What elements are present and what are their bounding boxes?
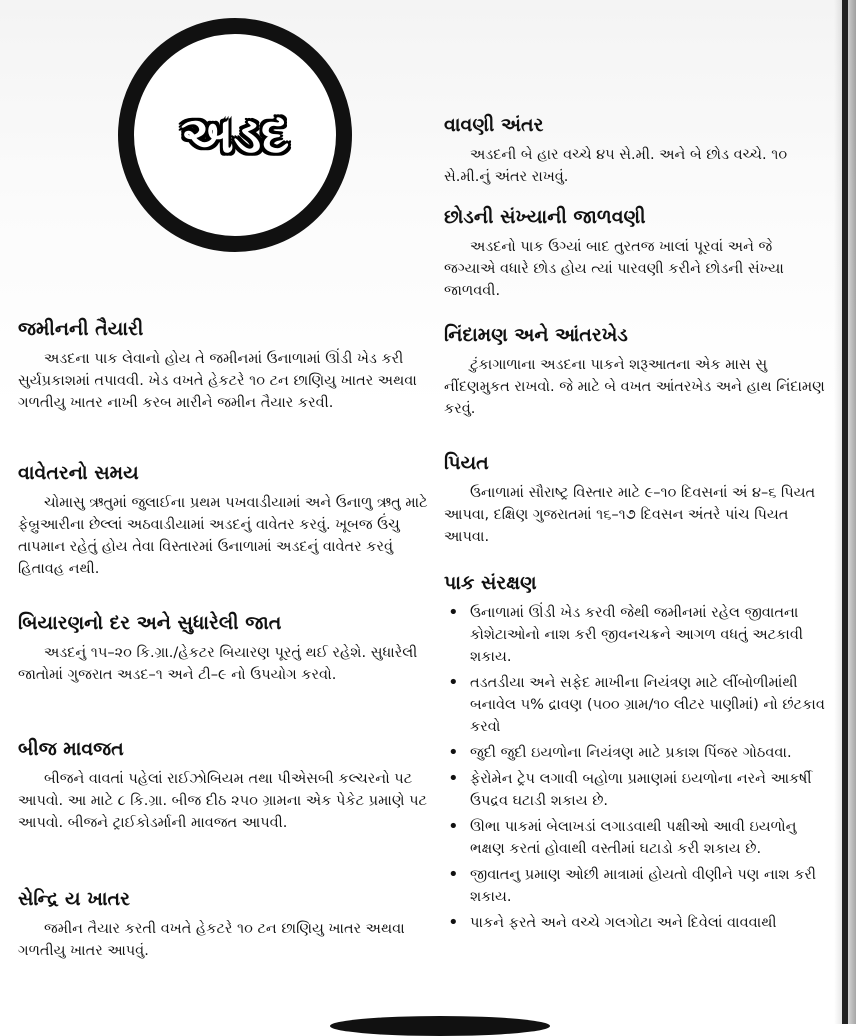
section-text: બીજને વાવતાં પહેલાં રાઈઝોબિયમ તથા પીએસબી કલ્ચરનો પટ આપવો. આ માટે ૮ કિ.ગ્રા. બીજ દીઠ ૨૫૦ ગ્રામના એક પેકેટ પ્રમાણે પટ આપવો. બીજને ટ્રાઈકોડર્માની માવજત આપવી.	[18, 771, 427, 831]
section-heading: વાવણી અંતર	[444, 114, 544, 136]
section-text: જમીન તૈયાર કરતી વખતે હેકટરે ૧૦ ટન છાણિયુ ખાતર અથવા ગળતીયુ ખાતર આપવું.	[18, 921, 405, 959]
section-heading: વાવેતરનો સમય	[18, 462, 139, 484]
list-item: • ઊભા પાકમાં બેલાખડાં લગાડવાથી પક્ષીઓ આવી ઇયળોનુ ભક્ષણ કરતાં હોવાથી વસ્તીમાં ઘટાડો કરી શકાય છે.	[444, 816, 826, 860]
section-spacing	[444, 114, 826, 188]
section-text: અડદના પાક લેવાનો હોય તે જમીનમાં ઉનાળામાં ઊંડી ખેડ કરી સુર્યપ્રકાશમાં તપાવવી. ખેડ વખતે હેકટરે ૧૦ ટન છાણિયુ ખાતર અથવા ગળતીયુ ખાતર નાખી કરબ મારીને જમીન તૈયાર કરવી.	[18, 351, 417, 411]
section-text: ચોમાસુ ઋતુમાં જુલાઈના પ્રથમ પખવાડીયામાં અને ઉનાળુ ઋતુ માટે ફેબ્રુઆરીના છેલ્લાં અઠવાડીયામાં અડદનું વાવેતર કરવું. ખૂબજ ઉંચુ તાપમાન રહેતું હોય તેવા વિસ્તારમાં ઉનાળામાં અડદનું વાવેતર કરવું હિતાવહ નથી.	[18, 495, 428, 577]
section-text: અડદની બે હાર વચ્ચે ૪૫ સે.મી. અને બે છોડ વચ્ચે. ૧૦ સે.મી.નું અંતર રાખવું.	[444, 147, 788, 185]
list-item: • ઉનાળામાં ઊંડી ખેડ કરવી જેથી જમીનમાં રહેલ જીવાતના કોશેટાઓનો નાશ કરી જીવનચક્રને આગળ વધતું અટકાવી શકાય.	[444, 602, 826, 668]
book-spine-edge	[842, 0, 848, 1024]
section-heading: બિયારણનો દર અને સુધારેલી જાત	[18, 612, 282, 634]
list-item: • પાકને ફરતે અને વચ્ચે ગલગોટા અને દિવેલાં વાવવાથી	[444, 912, 826, 934]
section-protection	[444, 572, 826, 938]
section-seed-rate	[18, 612, 428, 686]
page-title: અડદ	[180, 105, 290, 164]
page-bottom-shadow	[330, 1016, 550, 1036]
section-text: ઉનાળામાં સૌરાષ્ટ્ર વિસ્તાર માટે ૯–૧૦ દિવસનાં અં ૪–૬ પિયત આપવા, દક્ષિણ ગુજરાતમાં ૧૬–૧૭ દિવસન અંતરે પાંચ પિયત આપવા.	[444, 485, 816, 545]
section-weeding	[444, 324, 826, 420]
section-organic-manure	[18, 888, 428, 962]
list-item: • ફેરોમેન ટ્રેપ લગાવી બહોળા પ્રમાણમાં ઇયળોના નરને આકર્ષી ઉપદ્રવ ઘટાડી શકાય છે.	[444, 768, 826, 812]
section-heading: બીજ માવજત	[18, 738, 124, 760]
section-sowing-time	[18, 462, 428, 580]
section-plant-population	[444, 206, 826, 302]
list-item: • જીવાતનુ પ્રમાણ ઓછી માત્રામાં હોયતો વીણીને પણ નાશ કરી શકાય.	[444, 864, 826, 908]
section-heading: સેન્દ્રિ ય ખાતર	[18, 888, 130, 910]
title-badge	[118, 18, 352, 252]
section-text: ટુંકાગાળાના અડદના પાકને શરૂઆતના એક માસ સુ નીંદણમુકત રાખવો. જે માટે બે વખત આંતરખેડ અને હાથ નિંદામણ કરવું.	[444, 357, 825, 417]
section-text: અડદનું ૧૫–૨૦ કિ.ગ્રા./હેકટર બિયારણ પૂરતું થઈ રહેશે. સુધારેલી જાતોમાં ગુજરાત અડદ–૧ અને ટી–૯ નો ઉપયોગ કરવો.	[18, 645, 418, 683]
section-heading: પિયત	[444, 452, 489, 474]
section-land-prep	[18, 318, 428, 414]
section-heading: છોડની સંખ્યાની જાળવણી	[444, 206, 646, 228]
section-heading: પાક સંરક્ષણ	[444, 572, 537, 594]
section-text: અડદનો પાક ઉગ્યાં બાદ તુરતજ ખાલાં પૂરવાં અને જે જગ્યાએ વધારે છોડ હોય ત્યાં પારવણી કરીને છોડની સંખ્યા જાળવવી.	[444, 239, 784, 299]
list-item: • જુદી જુદી ઇયળોના નિયંત્રણ માટે પ્રકાશ પિંજર ગોઠવવા.	[444, 742, 826, 764]
section-heading: નિંદામણ અને આંતરખેડ	[444, 324, 628, 346]
section-irrigation	[444, 452, 826, 548]
list-item: • તડતડીયા અને સફેદ માખીના નિયંત્રણ માટે લીંબોળીમાંથી બનાવેલ ૫% દ્રાવણ (૫૦૦ ગ્રામ/૧૦ લીટર પાણીમાં) નો છંટકાવ કરવો	[444, 672, 826, 738]
protection-list	[444, 602, 826, 934]
section-heading: જમીનની તૈયારી	[18, 318, 144, 340]
section-seed-treatment	[18, 738, 428, 834]
